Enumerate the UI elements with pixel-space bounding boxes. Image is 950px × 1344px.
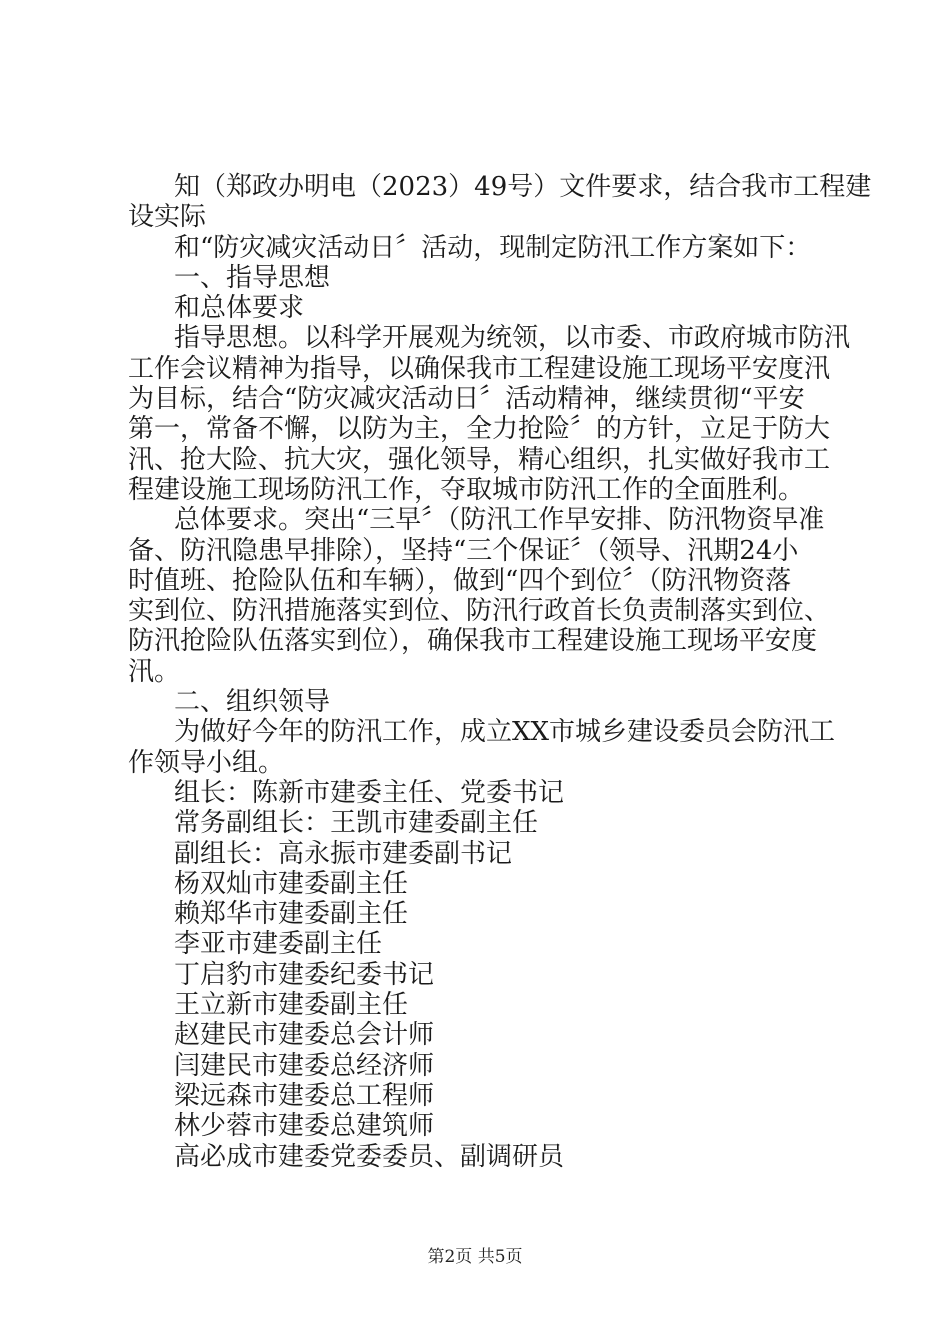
text-line: 李亚市建委副主任 [174, 929, 383, 960]
text-line: 高必成市建委党委委员、副调研员 [174, 1141, 565, 1172]
text-line: 赵建民市建委总会计师 [174, 1020, 435, 1051]
text-line: 实到位、防汛措施落实到位、防汛行政首长负责制落实到位、 [128, 596, 831, 627]
text-line: 赖郑华市建委副主任 [174, 899, 409, 930]
text-line: 备、防汛隐患早排除），坚持“三个保证〞（领导、汛期24小 [128, 535, 799, 566]
text-line: 为做好今年的防汛工作，成立XX市城乡建设委员会防汛工 [174, 717, 836, 748]
text-line: 设实际 [128, 202, 207, 233]
text-line: 和“防灾减灾活动日〞活动，现制定防汛工作方案如下： [174, 232, 812, 263]
document-body [128, 172, 872, 1172]
text-line: 汛、抢大险、抗大灾，强化领导，精心组织，扎实做好我市工 [128, 444, 831, 475]
text-line: 一、指导思想 [174, 262, 331, 293]
text-line: 为目标，结合“防灾减灾活动日〞活动精神，继续贯彻“平安 [128, 384, 805, 415]
text-line: 杨双灿市建委副主任 [174, 868, 409, 899]
text-line: 王立新市建委副主任 [174, 990, 409, 1021]
text-line: 程建设施工现场防汛工作，夺取城市防汛工作的全面胜利。 [128, 474, 805, 505]
text-line: 林少蓉市建委总建筑师 [174, 1111, 435, 1142]
text-line: 二、组织领导 [174, 687, 331, 718]
text-line: 副组长：高永振市建委副书记 [174, 838, 513, 869]
text-line: 时值班、抢险队伍和车辆），做到“四个到位〞（防汛物资落 [128, 565, 792, 596]
text-line: 和总体要求 [174, 293, 305, 324]
text-line: 知（郑政办明电（2023）49号）文件要求，结合我市工程建 [174, 172, 872, 202]
text-line: 丁启豹市建委纪委书记 [174, 959, 435, 990]
text-line: 防汛抢险队伍落实到位），确保我市工程建设施工现场平安度 [128, 626, 818, 657]
text-line: 第一，常备不懈，以防为主，全力抢险〞的方针，立足于防大 [128, 414, 831, 445]
text-line: 梁远森市建委总工程师 [174, 1080, 435, 1111]
text-line: 指导思想。以科学开展观为统领，以市委、市政府城市防汛 [174, 323, 851, 354]
text-line: 闫建民市建委总经济师 [174, 1050, 435, 1081]
text-line: 汛。 [128, 656, 181, 687]
text-line: 作领导小组。 [128, 747, 285, 778]
text-line: 常务副组长：王凯市建委副主任 [174, 808, 539, 839]
page-number-footer: 第2页 共5页 [427, 1247, 523, 1267]
text-line: 总体要求。突出“三早〞（防汛工作早安排、防汛物资早准 [174, 505, 825, 536]
text-line: 工作会议精神为指导，以确保我市工程建设施工现场平安度汛 [128, 353, 831, 384]
text-line: 组长：陈新市建委主任、党委书记 [174, 777, 565, 808]
